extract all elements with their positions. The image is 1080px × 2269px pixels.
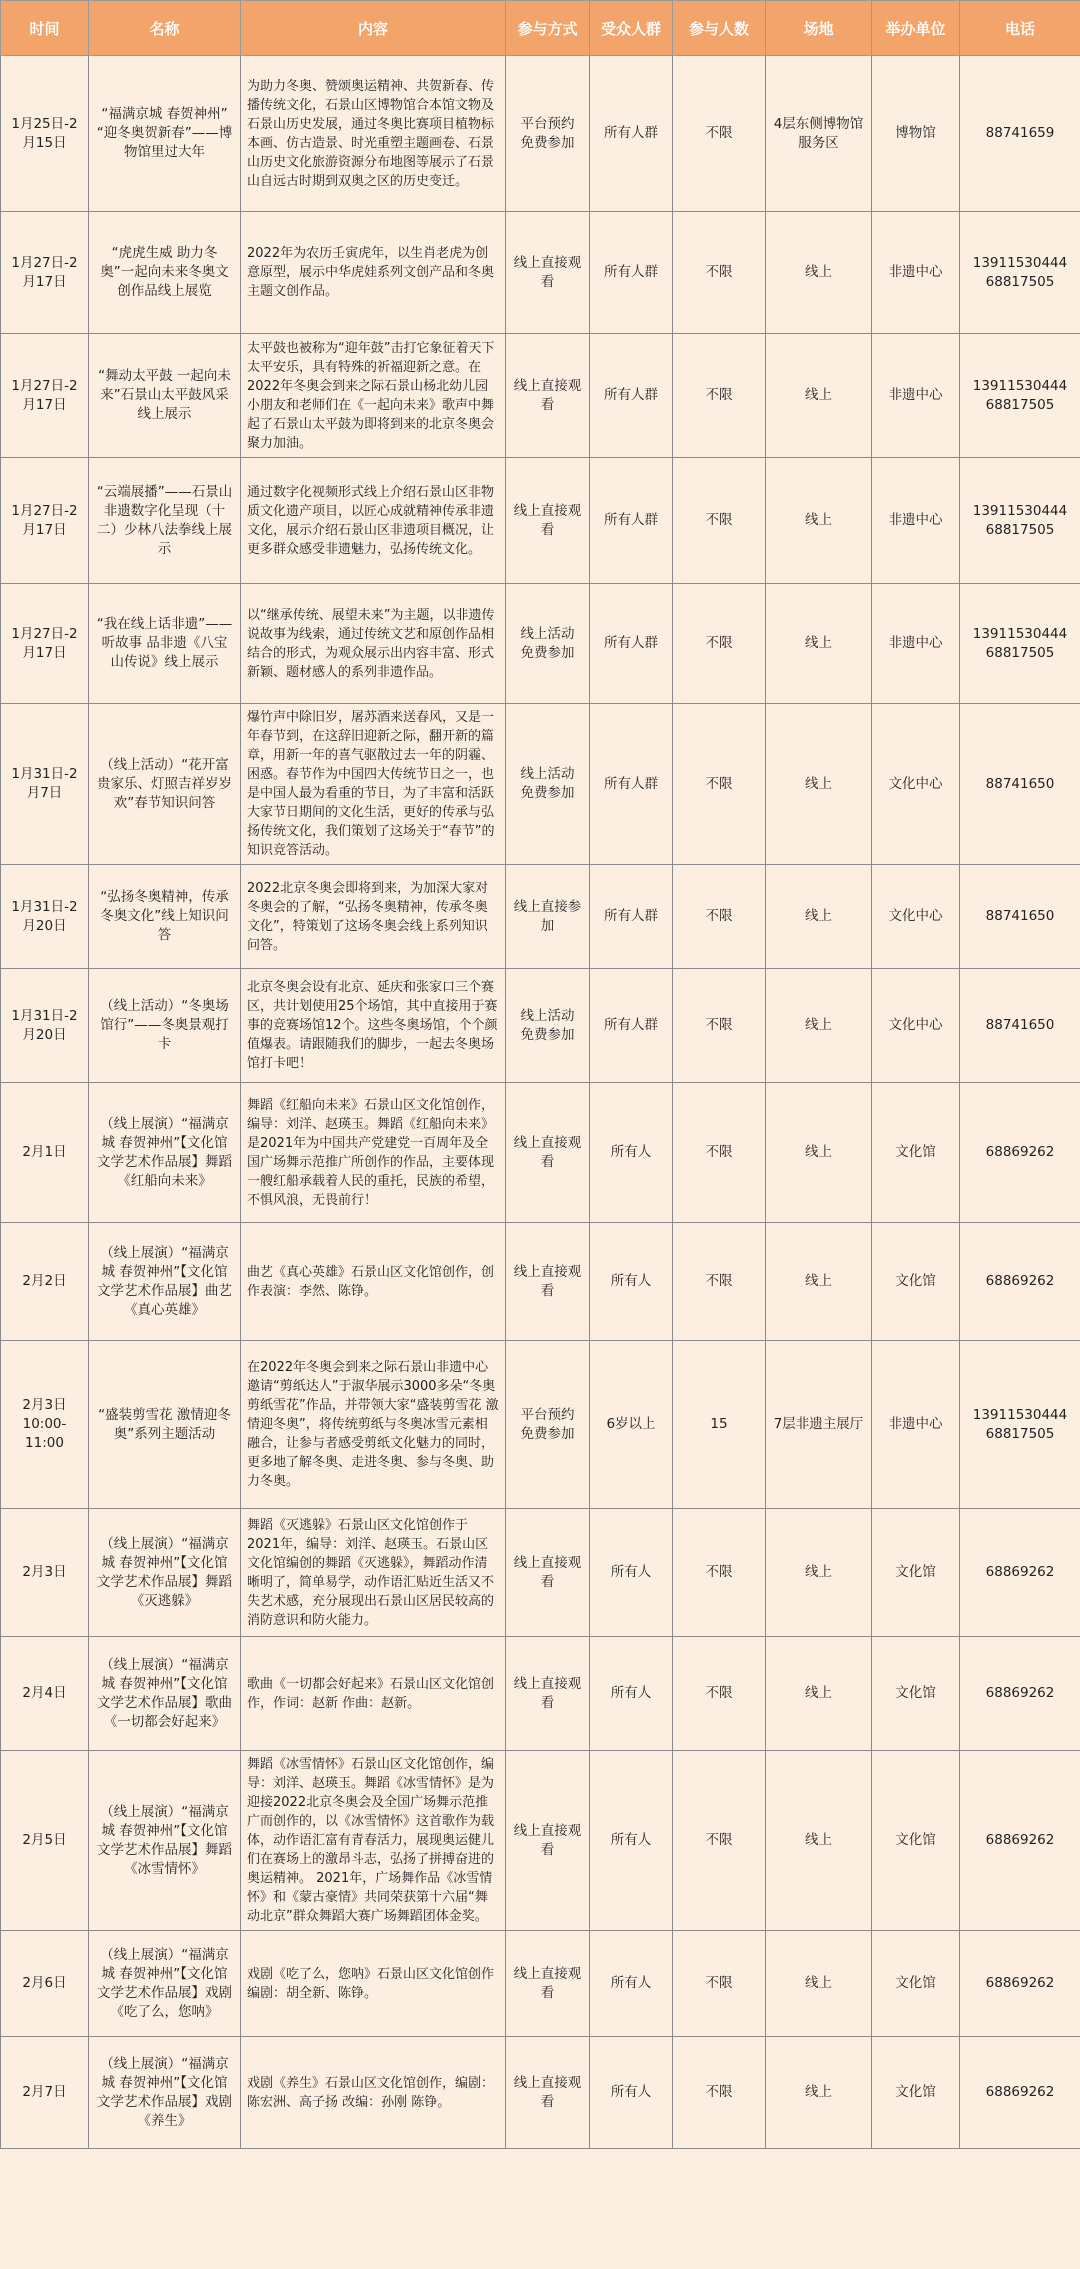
venue-cell: 线上	[766, 2037, 872, 2149]
mode-cell: 线上直接观看	[506, 1931, 590, 2037]
table-row	[1, 2037, 1080, 2149]
time-cell: 1月27日-2月17日	[1, 458, 89, 584]
time-cell: 2月2日	[1, 1223, 89, 1341]
venue-cell: 4层东侧博物馆服务区	[766, 56, 872, 212]
phone-cell: 68869262	[960, 1637, 1080, 1751]
mode-cell: 线上直接观看	[506, 1223, 590, 1341]
column-header: 名称	[89, 1, 241, 56]
venue-cell: 线上	[766, 1637, 872, 1751]
count-cell: 不限	[673, 865, 766, 969]
venue-cell: 线上	[766, 1223, 872, 1341]
mode-cell: 线上直接参加	[506, 865, 590, 969]
table-row	[1, 458, 1080, 584]
time-cell: 1月31日-2月7日	[1, 704, 89, 865]
phone-cell: 68869262	[960, 1509, 1080, 1637]
name-cell: （线上展演）“福满京城 春贺神州”【文化馆文学艺术作品展】舞蹈《灭逃躲》	[89, 1509, 241, 1637]
name-cell: （线上展演）“福满京城 春贺神州”【文化馆文学艺术作品展】曲艺《真心英雄》	[89, 1223, 241, 1341]
time-cell: 1月27日-2月17日	[1, 212, 89, 334]
time-cell: 2月6日	[1, 1931, 89, 2037]
content-cell: 北京冬奥会设有北京、延庆和张家口三个赛区，共计划使用25个场馆，其中直接用于赛事的竞赛场馆12个。这些冬奥场馆，个个颜值爆表。请跟随我们的脚步，一起去冬奥场馆打卡吧！	[241, 969, 506, 1083]
venue-cell: 线上	[766, 584, 872, 704]
table-row	[1, 1083, 1080, 1223]
count-cell: 不限	[673, 969, 766, 1083]
phone-cell: 68869262	[960, 1223, 1080, 1341]
table-row	[1, 969, 1080, 1083]
content-cell: 舞蹈《红船向未来》石景山区文化馆创作，编导：刘洋、赵瑛玉。舞蹈《红船向未来》是2021年为中国共产党建党一百周年及全国广场舞示范推广所创作的作品，主要体现一艘红船承载着人民的重托，民族的希望，不惧风浪，无畏前行！	[241, 1083, 506, 1223]
table-row	[1, 334, 1080, 458]
mode-cell: 线上活动 免费参加	[506, 704, 590, 865]
audience-cell: 6岁以上	[590, 1341, 673, 1509]
name-cell: （线上展演）“福满京城 春贺神州”【文化馆文学艺术作品展】歌曲《一切都会好起来》	[89, 1637, 241, 1751]
content-cell: 2022北京冬奥会即将到来，为加深大家对冬奥会的了解，“弘扬冬奥精神，传承冬奥文化”，特策划了这场冬奥会线上系列知识问答。	[241, 865, 506, 969]
time-cell: 2月3日	[1, 1509, 89, 1637]
name-cell: （线上展演）“福满京城 春贺神州”【文化馆文学艺术作品展】舞蹈《红船向未来》	[89, 1083, 241, 1223]
org-cell: 文化中心	[872, 704, 960, 865]
content-cell: 舞蹈《灭逃躲》石景山区文化馆创作于2021年，编导：刘洋、赵瑛玉。石景山区文化馆编创的舞蹈《灭逃躲》，舞蹈动作清晰明了，简单易学，动作语汇贴近生活又不失艺术感，充分展现出石景山区居民较高的消防意识和防火能力。	[241, 1509, 506, 1637]
venue-cell: 线上	[766, 212, 872, 334]
content-cell: 为助力冬奥、赞颂奥运精神、共贺新春、传播传统文化，石景山区博物馆合本馆文物及石景山历史发展，通过冬奥比赛项目植物标本画、仿古造景、时光重塑主题画卷、石景山历史文化旅游资源分布地图等展示了石景山自远古时期到双奥之区的历史变迁。	[241, 56, 506, 212]
column-header: 电话	[960, 1, 1080, 56]
mode-cell: 线上直接观看	[506, 1509, 590, 1637]
venue-cell: 线上	[766, 1509, 872, 1637]
column-header: 时间	[1, 1, 89, 56]
table-row	[1, 1509, 1080, 1637]
table-row	[1, 1931, 1080, 2037]
table-row	[1, 1341, 1080, 1509]
venue-cell: 7层非遗主展厅	[766, 1341, 872, 1509]
phone-cell: 88741650	[960, 865, 1080, 969]
content-cell: 在2022年冬奥会到来之际石景山非遗中心邀请“剪纸达人”于淑华展示3000多朵“冬奥剪纸雪花”作品，并带领大家“盛装剪雪花 激情迎冬奥”，将传统剪纸与冬奥冰雪元素相融合，让参与者感受剪纸文化魅力的同时，更多地了解冬奥、走进冬奥、参与冬奥、助力冬奥。	[241, 1341, 506, 1509]
content-cell: 曲艺《真心英雄》石景山区文化馆创作，创作表演：李然、陈铮。	[241, 1223, 506, 1341]
content-cell: 歌曲《一切都会好起来》石景山区文化馆创作，作词：赵新 作曲：赵新。	[241, 1637, 506, 1751]
time-cell: 2月4日	[1, 1637, 89, 1751]
table-row	[1, 1637, 1080, 1751]
org-cell: 文化馆	[872, 1083, 960, 1223]
venue-cell: 线上	[766, 1083, 872, 1223]
org-cell: 博物馆	[872, 56, 960, 212]
count-cell: 不限	[673, 1083, 766, 1223]
count-cell: 不限	[673, 1637, 766, 1751]
phone-cell: 13911530444 68817505	[960, 1341, 1080, 1509]
org-cell: 文化馆	[872, 1637, 960, 1751]
phone-cell: 13911530444 68817505	[960, 212, 1080, 334]
org-cell: 文化馆	[872, 1223, 960, 1341]
mode-cell: 平台预约 免费参加	[506, 1341, 590, 1509]
org-cell: 文化馆	[872, 1931, 960, 2037]
phone-cell: 88741650	[960, 969, 1080, 1083]
audience-cell: 所有人	[590, 1509, 673, 1637]
column-header: 参与方式	[506, 1, 590, 56]
table-row	[1, 212, 1080, 334]
count-cell: 不限	[673, 1223, 766, 1341]
mode-cell: 线上直接观看	[506, 2037, 590, 2149]
phone-cell: 88741650	[960, 704, 1080, 865]
time-cell: 2月7日	[1, 2037, 89, 2149]
audience-cell: 所有人	[590, 1751, 673, 1931]
audience-cell: 所有人群	[590, 212, 673, 334]
name-cell: “虎虎生威 助力冬奥”一起向未来冬奥文创作品线上展览	[89, 212, 241, 334]
column-header: 举办单位	[872, 1, 960, 56]
count-cell: 不限	[673, 458, 766, 584]
name-cell: “舞动太平鼓 一起向未来”石景山太平鼓风采线上展示	[89, 334, 241, 458]
table-row	[1, 704, 1080, 865]
table-row	[1, 865, 1080, 969]
count-cell: 不限	[673, 584, 766, 704]
audience-cell: 所有人群	[590, 458, 673, 584]
time-cell: 2月3日 10:00-11:00	[1, 1341, 89, 1509]
phone-cell: 68869262	[960, 1083, 1080, 1223]
org-cell: 文化馆	[872, 2037, 960, 2149]
audience-cell: 所有人群	[590, 56, 673, 212]
time-cell: 1月27日-2月17日	[1, 334, 89, 458]
count-cell: 15	[673, 1341, 766, 1509]
content-cell: 2022年为农历壬寅虎年，以生肖老虎为创意原型，展示中华虎娃系列文创产品和冬奥主题文创作品。	[241, 212, 506, 334]
time-cell: 1月31日-2月20日	[1, 865, 89, 969]
audience-cell: 所有人群	[590, 334, 673, 458]
count-cell: 不限	[673, 704, 766, 865]
count-cell: 不限	[673, 212, 766, 334]
org-cell: 非遗中心	[872, 584, 960, 704]
time-cell: 1月31日-2月20日	[1, 969, 89, 1083]
content-cell: 戏剧《养生》石景山区文化馆创作，编剧：陈宏洲、高子扬 改编：孙刚 陈铮。	[241, 2037, 506, 2149]
venue-cell: 线上	[766, 458, 872, 584]
name-cell: （线上展演）“福满京城 春贺神州”【文化馆文学艺术作品展】戏剧《吃了么，您呐》	[89, 1931, 241, 2037]
mode-cell: 线上活动 免费参加	[506, 969, 590, 1083]
table-row	[1, 1223, 1080, 1341]
audience-cell: 所有人	[590, 2037, 673, 2149]
content-cell: 戏剧《吃了么，您呐》石景山区文化馆创作 编剧：胡全新、陈铮。	[241, 1931, 506, 2037]
audience-cell: 所有人群	[590, 865, 673, 969]
column-header: 参与人数	[673, 1, 766, 56]
column-header: 受众人群	[590, 1, 673, 56]
content-cell: 太平鼓也被称为“迎年鼓”击打它象征着天下太平安乐，具有特殊的祈福迎新之意。在2022年冬奥会到来之际石景山杨北幼儿园小朋友和老师们在《一起向未来》歌声中舞起了石景山太平鼓为即将到来的北京冬奥会聚力加油。	[241, 334, 506, 458]
content-cell: 通过数字化视频形式线上介绍石景山区非物质文化遗产项目，以匠心成就精神传承非遗文化，展示介绍石景山区非遗项目概况，让更多群众感受非遗魅力，弘扬传统文化。	[241, 458, 506, 584]
org-cell: 非遗中心	[872, 334, 960, 458]
venue-cell: 线上	[766, 704, 872, 865]
content-cell: 以“继承传统、展望未来”为主题，以非遗传说故事为线索，通过传统文艺和原创作品相结合的形式，为观众展示出内容丰富、形式新颖、题材感人的系列非遗作品。	[241, 584, 506, 704]
audience-cell: 所有人	[590, 1083, 673, 1223]
content-cell: 舞蹈《冰雪情怀》石景山区文化馆创作，编导：刘洋、赵瑛玉。舞蹈《冰雪情怀》是为迎接2022北京冬奥会及全国广场舞示范推广而创作的，以《冰雪情怀》这首歌作为载体，动作语汇富有青春活力，展现奥运健儿们在赛场上的激昂斗志，弘扬了拼搏奋进的奥运精神。 2021年，广场舞作品《冰雪情怀》和《蒙古豪情》共同荣获第十六届“舞动北京”群众舞蹈大赛广场舞蹈团体金奖。	[241, 1751, 506, 1931]
mode-cell: 线上活动 免费参加	[506, 584, 590, 704]
mode-cell: 线上直接观看	[506, 334, 590, 458]
venue-cell: 线上	[766, 1931, 872, 2037]
org-cell: 文化馆	[872, 1751, 960, 1931]
mode-cell: 线上直接观看	[506, 1083, 590, 1223]
venue-cell: 线上	[766, 334, 872, 458]
name-cell: “盛装剪雪花 激情迎冬奥”系列主题活动	[89, 1341, 241, 1509]
venue-cell: 线上	[766, 1751, 872, 1931]
audience-cell: 所有人群	[590, 969, 673, 1083]
name-cell: “云端展播”——石景山非遗数字化呈现（十二）少林八法拳线上展示	[89, 458, 241, 584]
time-cell: 2月1日	[1, 1083, 89, 1223]
time-cell: 1月25日-2月15日	[1, 56, 89, 212]
org-cell: 非遗中心	[872, 1341, 960, 1509]
table-row	[1, 584, 1080, 704]
mode-cell: 线上直接观看	[506, 458, 590, 584]
count-cell: 不限	[673, 1751, 766, 1931]
count-cell: 不限	[673, 56, 766, 212]
phone-cell: 13911530444 68817505	[960, 584, 1080, 704]
name-cell: （线上活动）“花开富贵家乐、灯照吉祥岁岁欢”春节知识问答	[89, 704, 241, 865]
venue-cell: 线上	[766, 969, 872, 1083]
phone-cell: 13911530444 68817505	[960, 334, 1080, 458]
count-cell: 不限	[673, 2037, 766, 2149]
column-header: 场地	[766, 1, 872, 56]
name-cell: （线上展演）“福满京城 春贺神州”【文化馆文学艺术作品展】舞蹈《冰雪情怀》	[89, 1751, 241, 1931]
audience-cell: 所有人群	[590, 584, 673, 704]
phone-cell: 68869262	[960, 1931, 1080, 2037]
name-cell: （线上展演）“福满京城 春贺神州”【文化馆文学艺术作品展】戏剧《养生》	[89, 2037, 241, 2149]
content-cell: 爆竹声中除旧岁，屠苏酒来送春风，又是一年春节到，在这辞旧迎新之际，翻开新的篇章，用新一年的喜气驱散过去一年的阴霾、困惑。春节作为中国四大传统节日之一，也是中国人最为看重的节日，为了丰富和活跃大家节日期间的文化生活，更好的传承与弘扬传统文化，我们策划了这场关于“春节”的知识竞答活动。	[241, 704, 506, 865]
table-row	[1, 1751, 1080, 1931]
phone-cell: 68869262	[960, 1751, 1080, 1931]
time-cell: 1月27日-2月17日	[1, 584, 89, 704]
audience-cell: 所有人	[590, 1931, 673, 2037]
phone-cell: 88741659	[960, 56, 1080, 212]
count-cell: 不限	[673, 1931, 766, 2037]
phone-cell: 13911530444 68817505	[960, 458, 1080, 584]
name-cell: “我在线上话非遗”——听故事 品非遗《八宝山传说》线上展示	[89, 584, 241, 704]
mode-cell: 线上直接观看	[506, 212, 590, 334]
org-cell: 非遗中心	[872, 458, 960, 584]
name-cell: “弘扬冬奥精神，传承冬奥文化”线上知识问答	[89, 865, 241, 969]
time-cell: 2月5日	[1, 1751, 89, 1931]
column-header: 内容	[241, 1, 506, 56]
org-cell: 文化中心	[872, 969, 960, 1083]
audience-cell: 所有人群	[590, 704, 673, 865]
table-row	[1, 56, 1080, 212]
header-row	[1, 1, 1080, 56]
org-cell: 非遗中心	[872, 212, 960, 334]
phone-cell: 68869262	[960, 2037, 1080, 2149]
org-cell: 文化馆	[872, 1509, 960, 1637]
count-cell: 不限	[673, 334, 766, 458]
count-cell: 不限	[673, 1509, 766, 1637]
mode-cell: 平台预约 免费参加	[506, 56, 590, 212]
audience-cell: 所有人	[590, 1637, 673, 1751]
name-cell: “福满京城 春贺神州” “迎冬奥贺新春”——博物馆里过大年	[89, 56, 241, 212]
mode-cell: 线上直接观看	[506, 1637, 590, 1751]
venue-cell: 线上	[766, 865, 872, 969]
audience-cell: 所有人	[590, 1223, 673, 1341]
name-cell: （线上活动）“冬奥场馆行”——冬奥景观打卡	[89, 969, 241, 1083]
org-cell: 文化中心	[872, 865, 960, 969]
mode-cell: 线上直接观看	[506, 1751, 590, 1931]
